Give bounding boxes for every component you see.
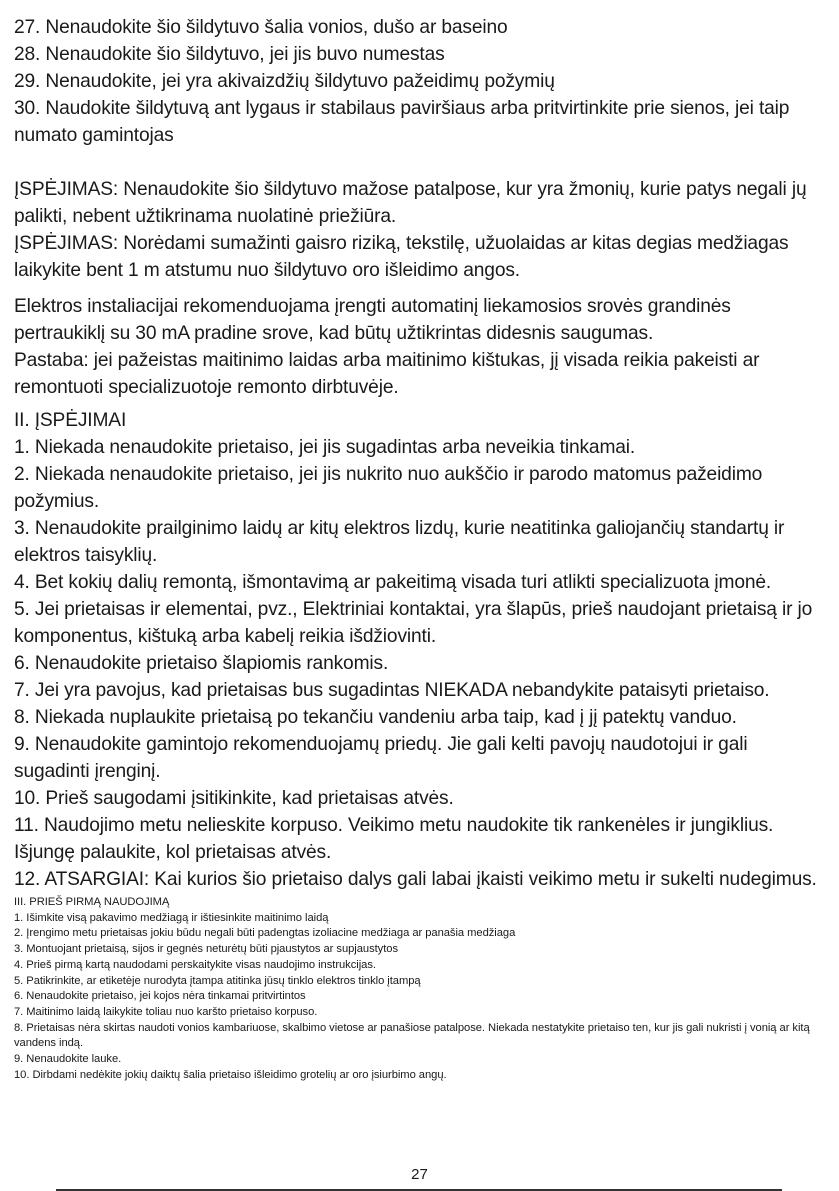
warning-item: 11. Naudojimo metu nelieskite korpuso. Veikimo metu naudokite tik rankenėles ir jungiklius. Išjungę palaukite, kol prietaisas atvės. (14, 815, 774, 863)
step-item: 3. Montuojant prietaisą, sijos ir gegnės neturėtų būti pjaustytos ar supjaustytos (14, 943, 399, 956)
step-item: 9. Nenaudokite lauke. (14, 1053, 122, 1066)
safety-list-continued (14, 14, 826, 149)
instruction-27: 27. Nenaudokite šio šildytuvo šalia vonios, dušo ar baseino (14, 17, 508, 38)
step-item: 8. Prietaisas nėra skirtas naudoti vonios kambariuose, skalbimo vietose ar panašiose patalpose. Niekada nestatykite prietaiso ten, kur jis gali nukristi į vonią ar kitą vandens indą. (14, 1021, 810, 1050)
manual-page (14, 14, 826, 1083)
page-number: 27 (411, 1166, 428, 1183)
instruction-29: 29. Nenaudokite, jei yra akivaizdžių šildytuvo pažeidimų požymių (14, 71, 555, 92)
warnings-block (14, 176, 826, 284)
warning-item: 12. ATSARGIAI: Kai kurios šio prietaiso dalys gali labai įkaisti veikimo metu ir sukelti nudegimus. (14, 869, 817, 890)
instruction-28: 28. Nenaudokite šio šildytuvo, jei jis buvo numestas (14, 44, 445, 65)
step-item: 4. Prieš pirmą kartą naudodami perskaitykite visas naudojimo instrukcijas. (14, 958, 376, 971)
instruction-30: 30. Naudokite šildytuvą ant lygaus ir stabilaus paviršiaus arba pritvirtinkite prie sienos, jei taip numato gamintojas (14, 98, 790, 146)
warning-item: 6. Nenaudokite prietaiso šlapiomis rankomis. (14, 653, 389, 674)
step-item: 7. Maitinimo laidą laikykite toliau nuo karšto prietaiso korpuso. (14, 1005, 318, 1018)
step-item: 1. Išimkite visą pakavimo medžiagą ir ištiesinkite maitinimo laidą (14, 911, 329, 924)
warning-fire-risk: ĮSPĖJIMAS: Norėdami sumažinti gaisro riziką, tekstilę, užuolaidas ar kitas degias medžiagas laikykite bent 1 m atstumu nuo šildytuvo oro išleidimo angos. (14, 233, 789, 281)
warning-item: 1. Niekada nenaudokite prietaiso, jei jis sugadintas arba neveikia tinkamai. (14, 437, 636, 458)
section-warnings (14, 407, 826, 893)
warning-item: 5. Jei prietaisas ir elementai, pvz., Elektriniai kontaktai, yra šlapūs, prieš naudojant prietaisą ir jo komponentus, kištuką arba kabelį reikia išdžiovinti. (14, 599, 813, 647)
step-item: 10. Dirbdami nedėkite jokių daiktų šalia prietaiso išleidimo grotelių ar oro įsiurbimo angų. (14, 1068, 447, 1081)
warning-item: 9. Nenaudokite gamintojo rekomenduojamų priedų. Jie gali kelti pavojų naudotojui ir gali sugadinti įrenginį. (14, 734, 748, 782)
footer-divider (56, 1189, 782, 1191)
warning-small-rooms: ĮSPĖJIMAS: Nenaudokite šio šildytuvo mažose patalpose, kur yra žmonių, kurie patys negali jų palikti, nebent užtikrinama nuolatinė priežiūra. (14, 179, 807, 227)
warning-item: 7. Jei yra pavojus, kad prietaisas bus sugadintas NIEKADA nebandykite pataisyti prietaiso. (14, 680, 770, 701)
power-cord-note: Pastaba: jei pažeistas maitinimo laidas arba maitinimo kištukas, jį visada reikia pakeisti ar remontuoti specializuotoje remonto dirbtuvėje. (14, 350, 760, 398)
warning-item: 3. Nenaudokite prailginimo laidų ar kitų elektros lizdų, kurie neatitinka galiojančių standartų ir elektros taisyklių. (14, 518, 785, 566)
section-before-first-use (14, 895, 826, 1083)
warning-item: 10. Prieš saugodami įsitikinkite, kad prietaisas atvės. (14, 788, 454, 809)
step-item: 5. Patikrinkite, ar etiketėje nurodyta įtampa atitinka jūsų tinklo elektros tinklo įtampą (14, 974, 421, 987)
section-heading: II. ĮSPĖJIMAI (14, 410, 127, 431)
rcd-recommendation: Elektros instaliacijai rekomenduojama įrengti automatinį liekamosios srovės grandinės pertraukiklį su 30 mA pradine srove, kad būtų užtikrintas didesnis saugumas. (14, 296, 731, 344)
warning-item: 8. Niekada nuplaukite prietaisą po tekančiu vandeniu arba taip, kad į jį patektų vanduo. (14, 707, 737, 728)
step-item: 6. Nenaudokite prietaiso, jei kojos nėra tinkamai pritvirtintos (14, 990, 306, 1003)
section-heading: III. PRIEŠ PIRMĄ NAUDOJIMĄ (14, 896, 170, 908)
warning-item: 4. Bet kokių dalių remontą, išmontavimą ar pakeitimą visada turi atlikti specializuota įmonė. (14, 572, 772, 593)
warning-item: 2. Niekada nenaudokite prietaiso, jei jis nukrito nuo aukščio ir parodo matomus pažeidimo požymius. (14, 464, 763, 512)
step-item: 2. Įrengimo metu prietaisas jokiu būdu negali būti padengtas izoliacine medžiaga ar panašia medžiaga (14, 927, 516, 940)
electrical-notes (14, 293, 826, 401)
